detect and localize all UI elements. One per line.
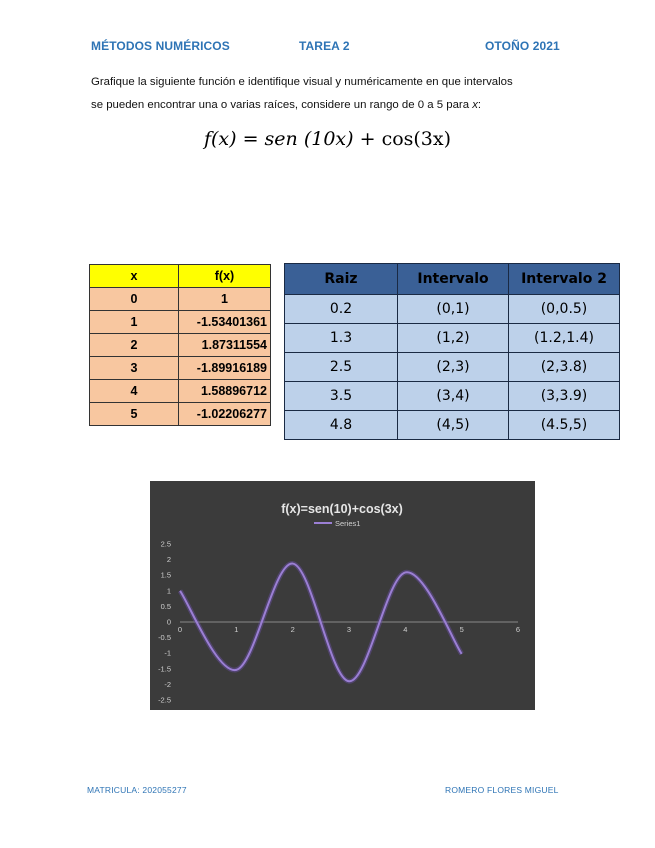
cell-fx: -1.89916189 <box>179 357 271 380</box>
cell-fx: -1.53401361 <box>179 311 271 334</box>
roots-table-header <box>285 264 620 295</box>
y-tick-label: 0 <box>166 617 171 627</box>
cell-interval-2: (4.5,5) <box>509 411 620 440</box>
cell-root: 4.8 <box>285 411 398 440</box>
cell-interval: (3,4) <box>398 382 509 411</box>
cell-interval-2: (3,3.9) <box>509 382 620 411</box>
cell-interval: (2,3) <box>398 353 509 382</box>
cell-root: 3.5 <box>285 382 398 411</box>
table-row <box>90 334 271 357</box>
header-course: MÉTODOS NUMÉRICOS <box>91 39 230 53</box>
x-tick-label: 4 <box>403 625 408 634</box>
function-chart <box>150 481 535 710</box>
x-tick-label: 2 <box>290 625 295 634</box>
footer-student-name: ROMERO FLORES MIGUEL <box>445 785 559 795</box>
cell-x: 4 <box>90 380 179 403</box>
table-row <box>285 382 620 411</box>
cell-interval-2: (1.2,1.4) <box>509 324 620 353</box>
roots-table <box>284 263 620 440</box>
header-x: x <box>90 265 179 288</box>
y-tick-label: -2.5 <box>158 695 171 705</box>
cell-x: 0 <box>90 288 179 311</box>
header-assignment: TAREA 2 <box>299 39 350 53</box>
cell-x: 3 <box>90 357 179 380</box>
y-tick-label: -2 <box>164 679 171 689</box>
header-term: OTOÑO 2021 <box>485 39 560 53</box>
cell-fx: 1.58896712 <box>179 380 271 403</box>
table-row <box>285 411 620 440</box>
y-tick-label: 2 <box>166 555 171 565</box>
table-row <box>90 380 271 403</box>
cell-x: 5 <box>90 403 179 426</box>
cell-interval-2: (2,3.8) <box>509 353 620 382</box>
table-row <box>285 353 620 382</box>
values-table-header <box>90 265 271 288</box>
instructions-line-1: Grafique la siguiente función e identifique visual y numéricamente en que intervalos <box>91 76 513 88</box>
cell-interval-2: (0,0.5) <box>509 295 620 324</box>
y-tick-label: 0.5 <box>160 601 171 611</box>
chart-title: f(x)=sen(10)+cos(3x) <box>281 502 403 516</box>
header-interval: Intervalo <box>398 264 509 295</box>
table-row <box>90 311 271 334</box>
table-row <box>90 403 271 426</box>
y-tick-label: 2.5 <box>160 539 171 549</box>
x-tick-label: 5 <box>459 625 464 634</box>
cell-interval: (1,2) <box>398 324 509 353</box>
cell-interval: (4,5) <box>398 411 509 440</box>
table-row <box>90 288 271 311</box>
y-tick-label: 1.5 <box>160 570 171 580</box>
y-tick-label: -1.5 <box>158 664 171 674</box>
legend-label: Series1 <box>335 519 361 528</box>
values-table <box>89 264 271 426</box>
cell-root: 1.3 <box>285 324 398 353</box>
header-root: Raiz <box>285 264 398 295</box>
cell-x: 1 <box>90 311 179 334</box>
header-interval-2: Intervalo 2 <box>509 264 620 295</box>
chart-svg <box>150 481 535 710</box>
y-tick-label: 1 <box>166 586 171 596</box>
header-fx: f(x) <box>179 265 271 288</box>
cell-root: 2.5 <box>285 353 398 382</box>
cell-fx: -1.02206277 <box>179 403 271 426</box>
cell-fx: 1 <box>179 288 271 311</box>
y-tick-label: -1 <box>164 648 171 658</box>
cell-interval: (0,1) <box>398 295 509 324</box>
instructions-line-2: se pueden encontrar una o varias raíces, considere un rango de 0 a 5 para x: <box>91 99 482 111</box>
table-row <box>285 324 620 353</box>
x-tick-label: 1 <box>234 625 239 634</box>
function-equation: f(x) = sen (10x) + cos(3x) <box>203 128 452 150</box>
cell-fx: 1.87311554 <box>179 334 271 357</box>
cell-root: 0.2 <box>285 295 398 324</box>
table-row <box>285 295 620 324</box>
x-tick-label: 0 <box>177 625 183 634</box>
cell-x: 2 <box>90 334 179 357</box>
y-tick-label: -0.5 <box>158 633 171 643</box>
table-row <box>90 357 271 380</box>
x-tick-label: 3 <box>346 625 352 634</box>
footer-student-id: MATRICULA: 202055277 <box>87 785 187 795</box>
x-tick-label: 6 <box>515 625 521 634</box>
